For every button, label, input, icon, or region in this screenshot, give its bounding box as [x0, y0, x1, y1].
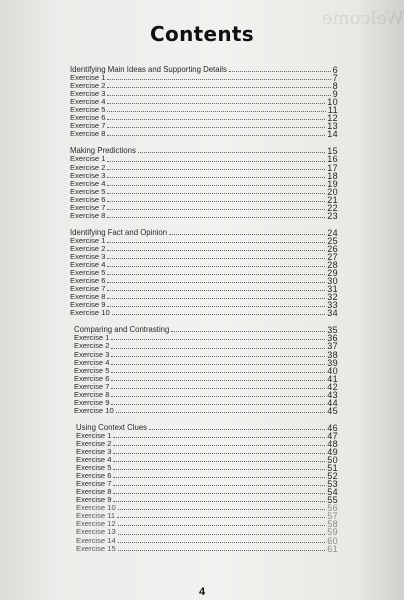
dot-leader	[107, 265, 325, 267]
entry-page-number: 16	[327, 154, 338, 165]
entry-label: Exercise 3	[74, 349, 110, 359]
entry-page-number: 25	[327, 235, 338, 246]
entry-label: Exercise 11	[76, 511, 116, 521]
section-title: Identifying Main Ideas and Supporting Details	[70, 65, 227, 74]
entry-page-number: 45	[327, 405, 338, 416]
toc-entry	[76, 488, 338, 496]
entry-label: Exercise 5	[70, 105, 106, 115]
toc-entry	[70, 212, 338, 220]
dot-leader	[107, 118, 325, 120]
entry-page-number: 14	[327, 129, 338, 140]
dot-leader	[113, 468, 325, 470]
dot-leader	[107, 160, 325, 162]
entry-label: Exercise 7	[70, 202, 106, 212]
entry-label: Exercise 8	[70, 129, 106, 139]
section-heading	[76, 424, 338, 432]
dot-leader	[113, 500, 325, 502]
entry-label: Exercise 4	[76, 455, 112, 465]
dot-leader	[118, 508, 326, 510]
entry-page-number: 17	[327, 162, 338, 173]
entry-label: Exercise 7	[70, 121, 106, 131]
toc-entry	[70, 122, 338, 130]
toc-section	[70, 229, 338, 318]
dot-leader	[107, 134, 325, 136]
entry-page-number: 30	[327, 276, 338, 287]
dot-leader	[107, 241, 325, 243]
dot-leader	[107, 176, 325, 178]
toc-entry	[70, 261, 338, 269]
entry-label: Exercise 3	[70, 170, 106, 180]
section-page-number: 46	[327, 422, 338, 433]
entry-page-number: 31	[327, 284, 338, 295]
toc-entry	[74, 359, 338, 367]
toc-entry	[70, 269, 338, 277]
entry-page-number: 36	[327, 333, 338, 344]
section-page-number: 15	[327, 146, 338, 157]
toc-entry	[74, 351, 338, 359]
entry-label: Exercise 15	[76, 543, 116, 553]
entry-label: Exercise 5	[74, 365, 110, 375]
toc-entry	[70, 196, 338, 204]
toc-entry	[70, 90, 338, 98]
dot-leader	[169, 233, 325, 235]
entry-label: Exercise 1	[70, 235, 106, 245]
toc-entry	[76, 456, 338, 464]
entry-page-number: 13	[327, 121, 338, 132]
dot-leader	[111, 363, 325, 365]
dot-leader	[113, 476, 325, 478]
entry-label: Exercise 8	[70, 292, 106, 302]
entry-label: Exercise 7	[74, 381, 110, 391]
dot-leader	[113, 452, 325, 454]
dot-leader	[118, 549, 326, 551]
entry-page-number: 49	[327, 447, 338, 458]
entry-label: Exercise 3	[70, 89, 106, 99]
entry-label: Exercise 1	[74, 333, 110, 343]
entry-label: Exercise 4	[74, 357, 110, 367]
dot-leader	[107, 168, 325, 170]
page-number: 4	[198, 586, 206, 598]
entry-page-number: 53	[327, 479, 338, 490]
entry-label: Exercise 4	[70, 97, 106, 107]
toc-entry	[70, 164, 338, 172]
entry-label: Exercise 6	[70, 276, 106, 286]
page-title: Contents	[150, 22, 254, 46]
dot-leader	[138, 151, 325, 153]
entry-label: Exercise 3	[70, 251, 106, 261]
entry-page-number: 38	[327, 349, 338, 360]
entry-page-number: 22	[327, 202, 338, 213]
toc-entry	[70, 188, 338, 196]
entry-page-number: 33	[327, 300, 338, 311]
dot-leader	[113, 492, 325, 494]
toc-entry	[76, 480, 338, 488]
section-title: Comparing and Contrasting	[74, 325, 170, 335]
entry-page-number: 7	[332, 73, 338, 84]
entry-page-number: 39	[327, 357, 338, 368]
toc-entry	[74, 342, 338, 350]
toc-entry	[76, 432, 338, 440]
entry-page-number: 51	[327, 463, 338, 474]
entry-page-number: 55	[327, 495, 338, 506]
toc-section	[70, 326, 338, 415]
entry-label: Exercise 9	[74, 397, 110, 407]
section-page-number: 24	[327, 227, 338, 238]
toc-entry	[70, 204, 338, 212]
entry-label: Exercise 1	[76, 430, 112, 440]
entry-page-number: 23	[327, 210, 338, 221]
entry-page-number: 29	[327, 268, 338, 279]
dot-leader	[111, 395, 325, 397]
entry-label: Exercise 5	[70, 186, 106, 196]
toc-entry	[70, 82, 338, 90]
dot-leader	[118, 541, 326, 543]
toc-entry	[70, 98, 338, 106]
section-title: Making Predictions	[70, 146, 136, 156]
toc-entry	[70, 106, 338, 114]
entry-label: Exercise 4	[70, 178, 106, 188]
entry-label: Exercise 2	[76, 438, 112, 448]
dot-leader	[118, 524, 326, 526]
dot-leader	[113, 444, 325, 446]
dot-leader	[111, 379, 325, 381]
dot-leader	[107, 110, 325, 112]
entry-page-number: 44	[327, 397, 338, 408]
entry-page-number: 37	[327, 341, 338, 352]
dot-leader	[111, 387, 325, 389]
dot-leader	[111, 347, 325, 349]
toc-entry	[70, 293, 338, 301]
dot-leader	[107, 94, 330, 96]
entry-page-number: 50	[327, 455, 338, 466]
dot-leader	[107, 126, 325, 128]
dot-leader	[111, 338, 325, 340]
entry-label: Exercise 6	[70, 194, 106, 204]
toc-entry	[70, 114, 338, 122]
toc-entry	[70, 285, 338, 293]
entry-label: Exercise 2	[70, 81, 106, 91]
entry-page-number: 18	[327, 170, 338, 181]
entry-page-number: 59	[327, 527, 338, 538]
section-title: Using Context Clues	[76, 422, 148, 432]
section-title: Identifying Fact and Opinion	[70, 227, 168, 237]
entry-label: Exercise 6	[76, 471, 112, 481]
toc-entry	[70, 130, 338, 138]
entry-label: Exercise 7	[70, 284, 106, 294]
dot-leader	[107, 184, 325, 186]
entry-page-number: 10	[327, 97, 338, 108]
toc-entry	[70, 309, 338, 317]
toc-entry	[76, 472, 338, 480]
entry-page-number: 8	[332, 81, 338, 92]
entry-label: Exercise 8	[70, 210, 106, 220]
entry-page-number: 34	[327, 308, 338, 319]
entry-label: Exercise 10	[74, 405, 114, 415]
entry-page-number: 19	[327, 178, 338, 189]
entry-page-number: 42	[327, 381, 338, 392]
toc-entry	[74, 375, 338, 383]
toc-entry	[76, 504, 338, 512]
dot-leader	[112, 313, 326, 315]
section-heading	[74, 326, 338, 334]
toc-entry	[74, 391, 338, 399]
entry-label: Exercise 10	[70, 308, 110, 318]
dot-leader	[107, 192, 325, 194]
entry-label: Exercise 9	[76, 495, 112, 505]
dot-leader	[113, 484, 325, 486]
entry-label: Exercise 8	[76, 487, 112, 497]
toc-entry	[74, 383, 338, 391]
toc-entry	[76, 545, 338, 553]
entry-label: Exercise 5	[76, 463, 112, 473]
toc-section	[70, 147, 338, 219]
dot-leader	[113, 436, 325, 438]
entry-label: Exercise 6	[74, 373, 110, 383]
dot-leader	[107, 249, 325, 251]
toc-entry	[70, 277, 338, 285]
dot-leader	[107, 102, 325, 104]
entry-label: Exercise 5	[70, 268, 106, 278]
dot-leader	[107, 273, 325, 275]
entry-page-number: 54	[327, 487, 338, 498]
toc-entry	[74, 407, 338, 415]
toc-entry	[70, 301, 338, 309]
entry-page-number: 48	[327, 438, 338, 449]
toc-entry	[76, 448, 338, 456]
entry-label: Exercise 1	[70, 154, 106, 164]
entry-label: Exercise 14	[76, 535, 116, 545]
entry-page-number: 21	[327, 194, 338, 205]
dot-leader	[107, 257, 325, 259]
dot-leader	[171, 330, 325, 332]
entry-page-number: 9	[332, 89, 338, 100]
toc-entry	[70, 74, 338, 82]
toc-entry	[70, 245, 338, 253]
dot-leader	[107, 200, 325, 202]
toc-entry	[70, 155, 338, 163]
entry-page-number: 47	[327, 430, 338, 441]
dot-leader	[107, 281, 325, 283]
toc-entry	[70, 253, 338, 261]
dot-leader	[107, 297, 325, 299]
entry-page-number: 56	[327, 503, 338, 514]
entry-page-number: 26	[327, 243, 338, 254]
toc-section	[70, 424, 338, 553]
entry-page-number: 58	[327, 519, 338, 530]
toc-section	[70, 66, 338, 138]
entry-label: Exercise 2	[70, 243, 106, 253]
entry-page-number: 60	[327, 535, 338, 546]
dot-leader	[116, 411, 326, 413]
entry-page-number: 43	[327, 389, 338, 400]
dot-leader	[113, 460, 325, 462]
section-heading	[70, 229, 338, 237]
entry-page-number: 11	[327, 105, 338, 116]
dot-leader	[107, 78, 330, 80]
dot-leader	[107, 289, 325, 291]
dot-leader	[111, 355, 325, 357]
entry-label: Exercise 8	[74, 389, 110, 399]
entry-label: Exercise 3	[76, 447, 112, 457]
show-through-text: Welcome	[321, 8, 404, 29]
entry-label: Exercise 2	[74, 341, 110, 351]
section-heading	[70, 66, 338, 74]
dot-leader	[111, 403, 325, 405]
entry-label: Exercise 6	[70, 113, 106, 123]
entry-page-number: 28	[327, 260, 338, 271]
entry-label: Exercise 7	[76, 479, 112, 489]
entry-page-number: 12	[327, 113, 338, 124]
entry-label: Exercise 4	[70, 260, 106, 270]
section-heading	[70, 147, 338, 155]
entry-page-number: 57	[327, 511, 338, 522]
entry-page-number: 32	[327, 292, 338, 303]
dot-leader	[107, 208, 325, 210]
entry-label: Exercise 12	[76, 519, 116, 529]
entry-page-number: 41	[327, 373, 338, 384]
entry-page-number: 61	[327, 543, 338, 554]
table-of-contents	[70, 66, 338, 553]
entry-label: Exercise 13	[76, 527, 116, 537]
entry-page-number: 20	[327, 186, 338, 197]
entry-label: Exercise 1	[70, 73, 106, 83]
dot-leader	[111, 371, 325, 373]
dot-leader	[118, 533, 326, 535]
toc-entry	[70, 237, 338, 245]
dot-leader	[117, 516, 325, 518]
toc-entry	[74, 367, 338, 375]
toc-entry	[70, 180, 338, 188]
section-page-number: 6	[332, 65, 338, 75]
toc-entry	[76, 464, 338, 472]
dot-leader	[229, 70, 331, 72]
entry-label: Exercise 2	[70, 162, 106, 172]
entry-label: Exercise 10	[76, 503, 116, 513]
dot-leader	[107, 86, 330, 88]
entry-page-number: 52	[327, 471, 338, 482]
entry-page-number: 27	[327, 251, 338, 262]
entry-label: Exercise 9	[70, 300, 106, 310]
dot-leader	[107, 216, 325, 218]
entry-page-number: 40	[327, 365, 338, 376]
toc-entry	[70, 172, 338, 180]
toc-entry	[74, 334, 338, 342]
dot-leader	[107, 305, 325, 307]
toc-entry	[76, 440, 338, 448]
section-page-number: 35	[327, 325, 338, 336]
dot-leader	[149, 428, 325, 430]
